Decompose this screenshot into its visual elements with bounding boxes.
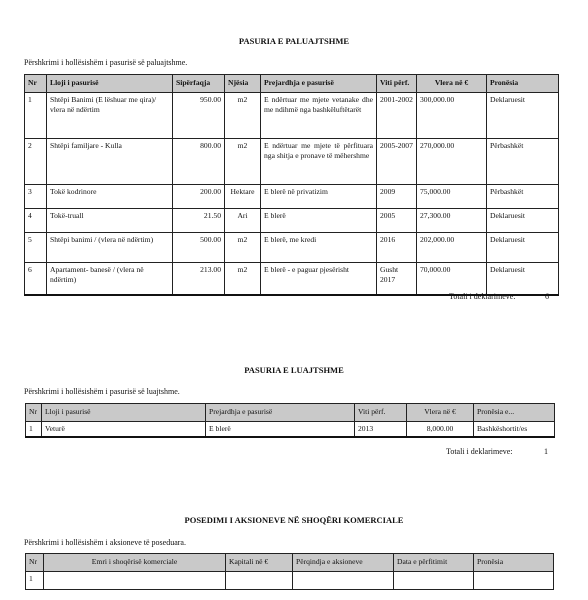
cell-owner: Deklaruesit	[487, 209, 559, 233]
cell-nr: 6	[25, 263, 47, 295]
cell-type: Shtëpi Banimi (E lëshuar me qira)/ vlera në ndërtim	[47, 93, 173, 139]
cell-nr: 4	[25, 209, 47, 233]
cell-value: 70,000.00	[417, 263, 487, 295]
cell-value: 270,000.00	[417, 139, 487, 185]
cell-area: 21.50	[173, 209, 225, 233]
movable-description: Përshkrimi i hollësishëm i pasurisë së luajtshme.	[24, 387, 180, 396]
table-row	[26, 422, 555, 438]
cell-nr: 1	[25, 93, 47, 139]
shares-description: Përshkrimi i hollësishëm i aksioneve të poseduara.	[24, 538, 186, 547]
cell-owner: Deklaruesit	[487, 233, 559, 263]
cell-unit: m2	[225, 139, 261, 185]
cell-type: Apartament- banesë / (vlera në ndërtim)	[47, 263, 173, 295]
cell-nr: 3	[25, 185, 47, 209]
cell-unit: m2	[225, 233, 261, 263]
table-row	[25, 93, 559, 139]
col-header-type: Lloji i pasurisë	[47, 75, 173, 93]
cell-nr: 2	[25, 139, 47, 185]
table-row	[25, 139, 559, 185]
table-row	[26, 572, 554, 590]
cell-type: Shtëpi banimi / (vlera në ndërtim)	[47, 233, 173, 263]
movable-header-row	[26, 404, 555, 422]
cell-nr: 1	[26, 422, 42, 438]
cell-area: 213.00	[173, 263, 225, 295]
cell-year: 2005	[377, 209, 417, 233]
col-header-nr: Nr	[26, 554, 44, 572]
cell-value: 75,000.00	[417, 185, 487, 209]
immovable-header-row	[25, 75, 559, 93]
cell-type: Veturë	[42, 422, 206, 438]
cell-unit: Ari	[225, 209, 261, 233]
cell-year: Gusht 2017	[377, 263, 417, 295]
shares-title: POSEDIMI I AKSIONEVE NË SHOQËRI KOMERCIALE	[184, 515, 404, 525]
col-header-origin: Prejardhja e pasurisë	[261, 75, 377, 93]
col-header-percentage: Përqindja e aksioneve	[293, 554, 394, 572]
cell-owner: Përbashkët	[487, 139, 559, 185]
cell-percentage	[293, 572, 394, 590]
col-header-origin: Prejardhja e pasurisë	[206, 404, 355, 422]
cell-nr: 1	[26, 572, 44, 590]
cell-owner: Deklaruesit	[487, 263, 559, 295]
col-header-date: Data e përfitimit	[394, 554, 474, 572]
immovable-total-label: Totali i deklarimeve:	[449, 292, 516, 301]
cell-value: 202,000.00	[417, 233, 487, 263]
cell-area: 200.00	[173, 185, 225, 209]
cell-year: 2016	[377, 233, 417, 263]
cell-year: 2013	[355, 422, 407, 438]
col-header-value: Vlera në €	[407, 404, 474, 422]
cell-owner: Përbashkët	[487, 185, 559, 209]
immovable-table	[24, 74, 559, 296]
immovable-title: PASURIA E PALUAJTSHME	[238, 36, 350, 46]
cell-origin: E blerë, me kredi	[261, 233, 377, 263]
col-header-type: Lloji i pasurisë	[42, 404, 206, 422]
col-header-nr: Nr	[25, 75, 47, 93]
col-header-year: Viti përf.	[377, 75, 417, 93]
movable-total-value: 1	[544, 447, 548, 456]
cell-origin: E blerë	[206, 422, 355, 438]
col-header-year: Viti përf.	[355, 404, 407, 422]
table-row	[25, 209, 559, 233]
col-header-company: Emri i shoqërisë komerciale	[44, 554, 226, 572]
cell-value: 300,000.00	[417, 93, 487, 139]
immovable-description: Përshkrimi i hollësishëm i pasurisë së paluajtshme.	[24, 58, 188, 67]
movable-table	[25, 403, 555, 438]
col-header-owner: Pronësia	[474, 554, 554, 572]
cell-date	[394, 572, 474, 590]
col-header-nr: Nr	[26, 404, 42, 422]
cell-origin: E blerë - e paguar pjesërisht	[261, 263, 377, 295]
cell-value: 8,000.00	[407, 422, 474, 438]
cell-unit: m2	[225, 93, 261, 139]
table-row	[25, 263, 559, 295]
movable-title: PASURIA E LUAJTSHME	[244, 365, 344, 375]
movable-total-label: Totali i deklarimeve:	[446, 447, 513, 456]
shares-table	[25, 553, 554, 590]
cell-origin: E blerë në privatizim	[261, 185, 377, 209]
cell-origin: E ndërtuar me mjete vetanake dhe me ndihmë nga bashkëluftëtarët	[261, 93, 377, 139]
cell-value: 27,300.00	[417, 209, 487, 233]
cell-unit: m2	[225, 263, 261, 295]
cell-origin: E ndërtuar me mjete të përfituara nga shitja e pronave të mëhershme	[261, 139, 377, 185]
col-header-value: Vlera në €	[417, 75, 487, 93]
cell-year: 2005-2007	[377, 139, 417, 185]
cell-owner	[474, 572, 554, 590]
shares-header-row	[26, 554, 554, 572]
cell-owner: Bashkëshortit/es	[474, 422, 555, 438]
table-row	[25, 185, 559, 209]
col-header-unit: Njësia	[225, 75, 261, 93]
cell-type: Tokë kodrinore	[47, 185, 173, 209]
cell-origin: E blerë	[261, 209, 377, 233]
cell-area: 800.00	[173, 139, 225, 185]
col-header-owner: Pronësia	[487, 75, 559, 93]
cell-type: Shtëpi familjare - Kulla	[47, 139, 173, 185]
cell-owner: Deklaruesit	[487, 93, 559, 139]
cell-unit: Hektare	[225, 185, 261, 209]
table-row	[25, 233, 559, 263]
col-header-area: Sipërfaqja	[173, 75, 225, 93]
cell-capital	[226, 572, 293, 590]
cell-type: Tokë-truall	[47, 209, 173, 233]
cell-company	[44, 572, 226, 590]
immovable-total-value: 6	[545, 292, 549, 301]
cell-area: 500.00	[173, 233, 225, 263]
cell-nr: 5	[25, 233, 47, 263]
cell-area: 950.00	[173, 93, 225, 139]
cell-year: 2009	[377, 185, 417, 209]
col-header-owner: Pronësia e...	[474, 404, 555, 422]
cell-year: 2001-2002	[377, 93, 417, 139]
col-header-capital: Kapitali në €	[226, 554, 293, 572]
